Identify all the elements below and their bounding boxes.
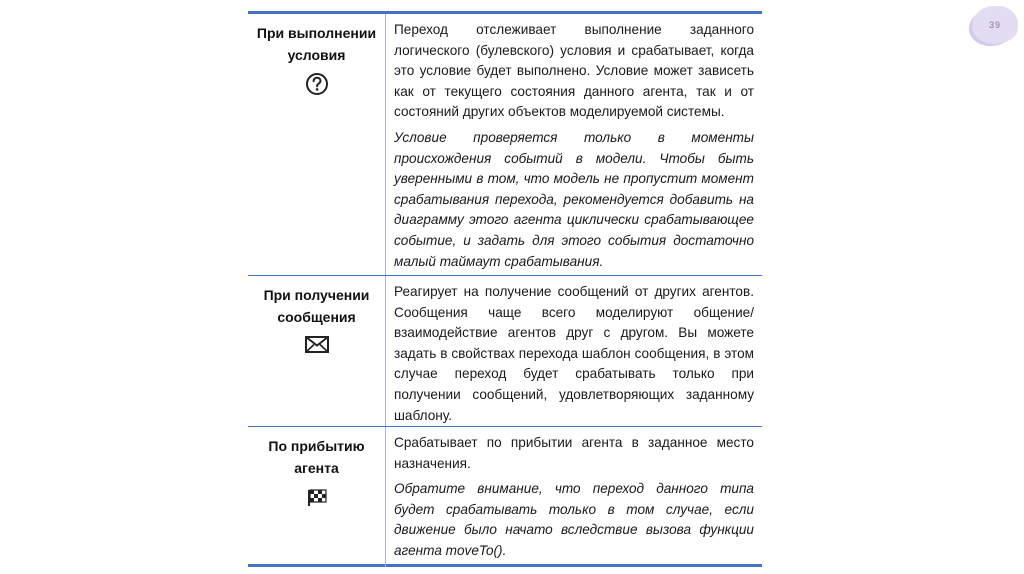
page-number-badge bbox=[972, 6, 1018, 44]
checkered-flag-icon bbox=[307, 489, 327, 512]
row-description-cell bbox=[386, 427, 762, 567]
row-label-cell bbox=[248, 14, 386, 275]
question-circle-icon bbox=[305, 72, 329, 101]
row-label: По прибытию агента bbox=[268, 438, 365, 476]
table-row bbox=[248, 14, 762, 275]
row-note: Обратите внимание, что переход данного типа будет срабатывать только в том случае, если движение было начато вследствие вызова функции агента moveTo(). bbox=[394, 481, 754, 558]
row-label: При получении сообщения bbox=[263, 287, 370, 325]
table-row bbox=[248, 276, 762, 426]
row-label-cell bbox=[248, 276, 386, 426]
page-number: 39 bbox=[988, 20, 1001, 30]
row-description-cell bbox=[386, 276, 762, 426]
row-description: Реагирует на получение сообщений от других агентов. Сообщения чаще всего моделируют общение/взаимодействие агентов друг с другом. Вы можете задать в свойствах перехода шаблон сообщения, в этом случае переход будет срабатывать только при получении сообщений, удовлетворяющих заданному шаблону. bbox=[394, 284, 754, 423]
row-description: Переход отслеживает выполнение заданного логического (булевского) условия и срабатывает, когда это условие будет выполнено. Условие может зависеть как от текущего состояния данного агента, так и от состояний других объектов моделируемой системы. bbox=[394, 22, 754, 120]
row-label-cell bbox=[248, 427, 386, 567]
row-label: При выполнении условия bbox=[256, 25, 377, 63]
table-row bbox=[248, 427, 762, 567]
row-note: Условие проверяется только в моменты происхождения событий в модели. Чтобы быть уверенными в том, что модель не пропустит момент срабатывания перехода, рекомендуется добавить на диаграмму этого агента циклически срабатывающее событие, и задать для этого события достаточно малый таймаут срабатывания. bbox=[394, 129, 754, 269]
transition-types-table bbox=[248, 11, 762, 567]
envelope-icon bbox=[305, 336, 329, 358]
row-description-cell bbox=[386, 14, 762, 275]
row-description: Срабатывает по прибытии агента в заданное место назначения. bbox=[394, 435, 754, 471]
